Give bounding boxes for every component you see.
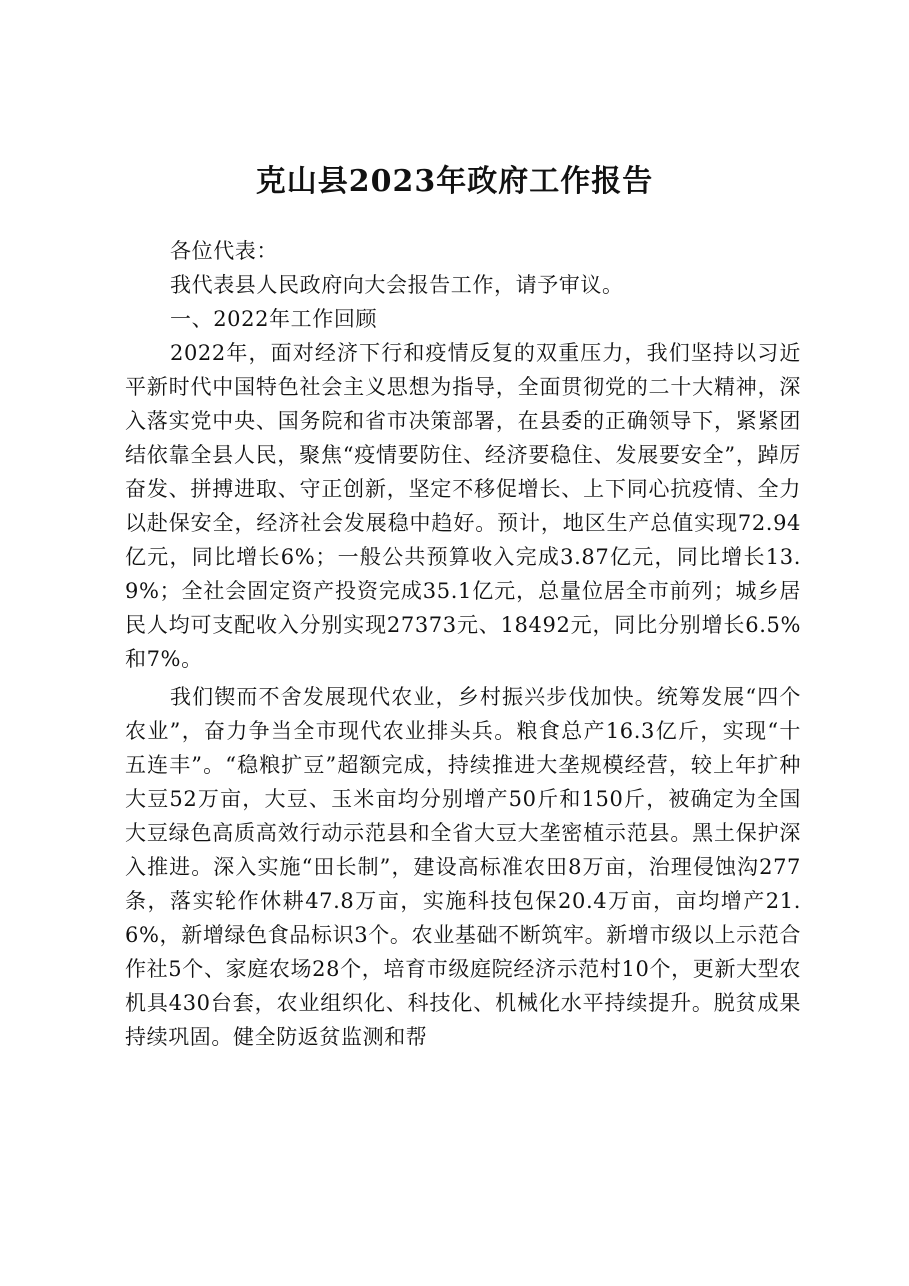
document-title: 克山县2023年政府工作报告 — [255, 164, 654, 199]
salutation-paragraph: 各位代表： — [170, 239, 278, 263]
section-heading: 一、2022年工作回顾 — [170, 307, 378, 331]
review-paragraph: 2022年，面对经济下行和疫情反复的双重压力，我们坚持以习近平新时代中国特色社会主义思想为指导，全面贯彻党的二十大精神，深入落实党中央、国务院和省市决策部署，在县委的正确领导下，紧紧团结依靠全县人民，聚焦“疫情要防住、经济要稳住、发展要安全”，踔厉奋发、拼搏进取、守正创新，坚定不移促增长、上下同心抗疫情、全力以赴保安全，经济社会发展稳中趋好。预计，地区生产总值实现72.94亿元，同比增长6%；一般公共预算收入完成3.87亿元，同比增长13.9%；全社会固定资产投资完成35.1亿元，总量位居全市前列；城乡居民人均可支配收入分别实现27373元、18492元，同比分别增长6.5%和7%。 — [125, 341, 801, 671]
document-body — [125, 234, 801, 1054]
intro-paragraph: 我代表县人民政府向大会报告工作，请予审议。 — [170, 273, 624, 297]
agriculture-paragraph: 我们锲而不舍发展现代农业，乡村振兴步伐加快。统筹发展“四个农业”，奋力争当全市现代农业排头兵。粮食总产16.3亿斤，实现“十五连丰”。“稳粮扩豆”超额完成，持续推进大垄规模经营，较上年扩种大豆52万亩，大豆、玉米亩均分别增产50斤和150斤，被确定为全国大豆绿色高质高效行动示范县和全省大豆大垄密植示范县。黑土保护深入推进。深入实施“田长制”，建设高标准农田8万亩，治理侵蚀沟277条，落实轮作休耕47.8万亩，实施科技包保20.4万亩，亩均增产21.6%，新增绿色食品标识3个。农业基础不断筑牢。新增市级以上示范合作社5个、家庭农场28个，培育市级庭院经济示范村10个，更新大型农机具430台套，农业组织化、科技化、机械化水平持续提升。脱贫成果持续巩固。健全防返贫监测和帮 — [125, 685, 801, 1049]
